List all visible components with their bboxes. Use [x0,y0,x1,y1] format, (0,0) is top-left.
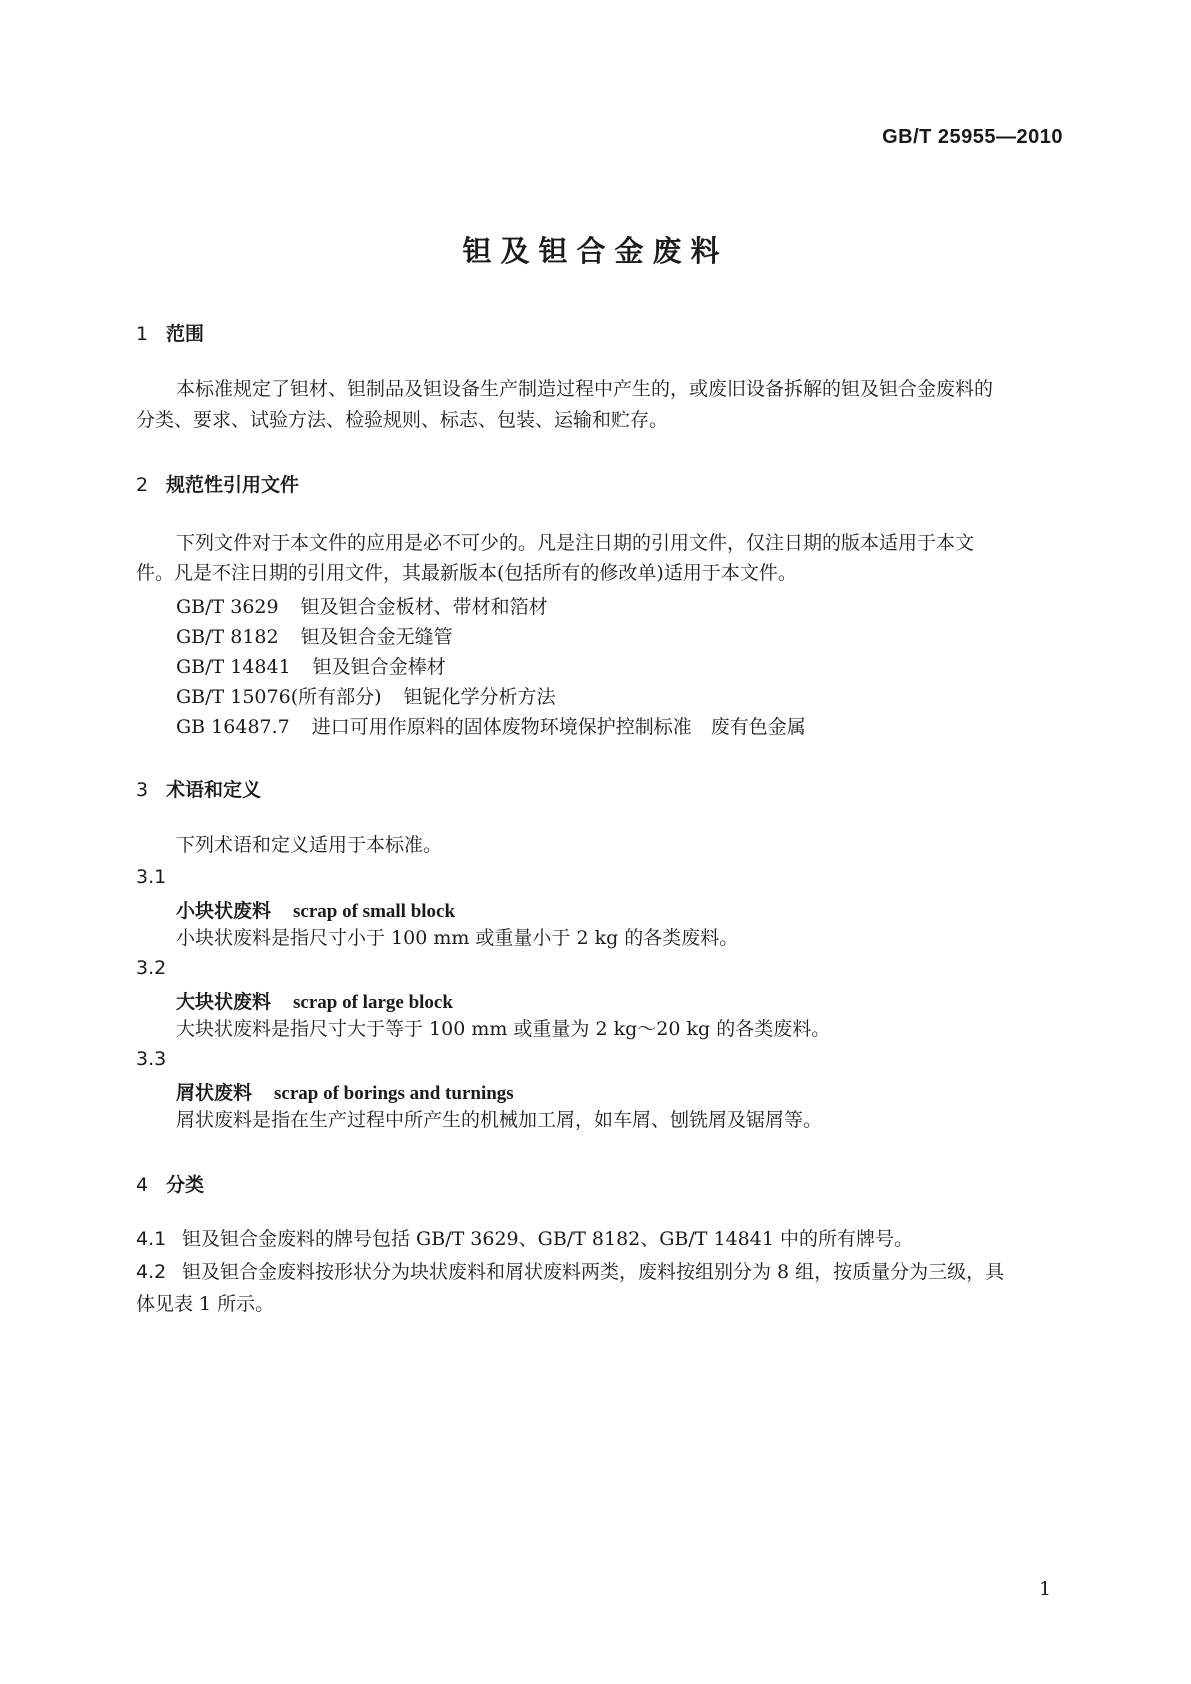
clause-4-2-line2: 体见表 1 所示。 [136,1293,275,1315]
reference-title: 钽及钽合金无缝管 [300,626,453,648]
clause-number: 4.1 [136,1228,167,1250]
reference-title: 进口可用作原料的固体废物环境保护控制标准 废有色金属 [311,716,806,738]
term-zh: 大块状废料 [176,991,272,1013]
term-number: 3.2 [136,957,167,979]
clause-4-1 [136,1223,913,1255]
reference-code: GB/T 3629 [176,596,279,618]
section-title: 分类 [166,1174,205,1196]
term-definition: 大块状废料是指尺寸大于等于 100 mm 或重量为 2 kg～20 kg 的各类废料。 [176,1018,831,1040]
reference-code: GB/T 8182 [176,626,279,648]
term-definition: 屑状废料是指在生产过程中所产生的机械加工屑，如车屑、刨铣屑及锯屑等。 [176,1109,823,1131]
section-2-paragraph-line2: 件。凡是不注日期的引用文件，其最新版本(包括所有的修改单)适用于本文件。 [136,562,797,584]
section-1-paragraph-line2: 分类、要求、试验方法、检验规则、标志、包装、运输和贮存。 [136,409,669,431]
section-4-heading [136,1170,204,1197]
reference-code: GB 16487.7 [176,716,290,738]
clause-number: 4.2 [136,1261,167,1283]
term-zh: 小块状废料 [176,900,272,922]
section-number: 3 [136,779,149,801]
term-heading [176,896,455,923]
term-number: 3.3 [136,1048,167,1070]
term-en: scrap of large block [293,992,453,1013]
reference-item [176,682,556,709]
reference-title: 钽及钽合金板材、带材和箔材 [300,596,548,618]
section-title: 范围 [166,323,205,345]
term-heading [176,987,453,1014]
standard-code: GB/T 25955—2010 [882,126,1063,148]
term-heading [176,1078,514,1105]
section-2-heading [136,470,299,497]
section-title: 规范性引用文件 [166,474,300,496]
term-number: 3.1 [136,866,167,888]
reference-item [176,592,548,619]
reference-title: 钽及钽合金棒材 [312,656,446,678]
section-2-paragraph-line1: 下列文件对于本文件的应用是必不可少的。凡是注日期的引用文件，仅注日期的版本适用于本文 [176,532,975,554]
reference-item [176,652,446,679]
reference-code: GB/T 14841 [176,656,291,678]
reference-item [176,622,453,649]
clause-text: 钽及钽合金废料按形状分为块状废料和屑状废料两类，废料按组别分为 8 组，按质量分为三级，具 [182,1261,1005,1283]
section-1-paragraph-line1: 本标准规定了钽材、钽制品及钽设备生产制造过程中产生的，或废旧设备拆解的钽及钽合金废料的 [176,378,994,400]
clause-text: 钽及钽合金废料的牌号包括 GB/T 3629、GB/T 8182、GB/T 14841 中的所有牌号。 [182,1228,913,1250]
document-title: 钽及钽合金废料 [462,234,729,268]
reference-item [176,712,806,739]
section-number: 2 [136,474,149,496]
section-1-heading [136,319,204,346]
page-number: 1 [1039,1578,1052,1600]
section-title: 术语和定义 [166,779,262,801]
reference-code: GB/T 15076(所有部分) [176,686,382,708]
reference-title: 钽铌化学分析方法 [403,686,556,708]
term-en: scrap of borings and turnings [274,1083,514,1104]
section-3-intro: 下列术语和定义适用于本标准。 [176,834,443,856]
term-zh: 屑状废料 [176,1082,253,1104]
term-definition: 小块状废料是指尺寸小于 100 mm 或重量小于 2 kg 的各类废料。 [176,927,739,949]
section-number: 1 [136,323,149,345]
section-number: 4 [136,1174,149,1196]
section-3-heading [136,775,261,802]
clause-4-2 [136,1256,1004,1288]
term-en: scrap of small block [293,901,456,922]
